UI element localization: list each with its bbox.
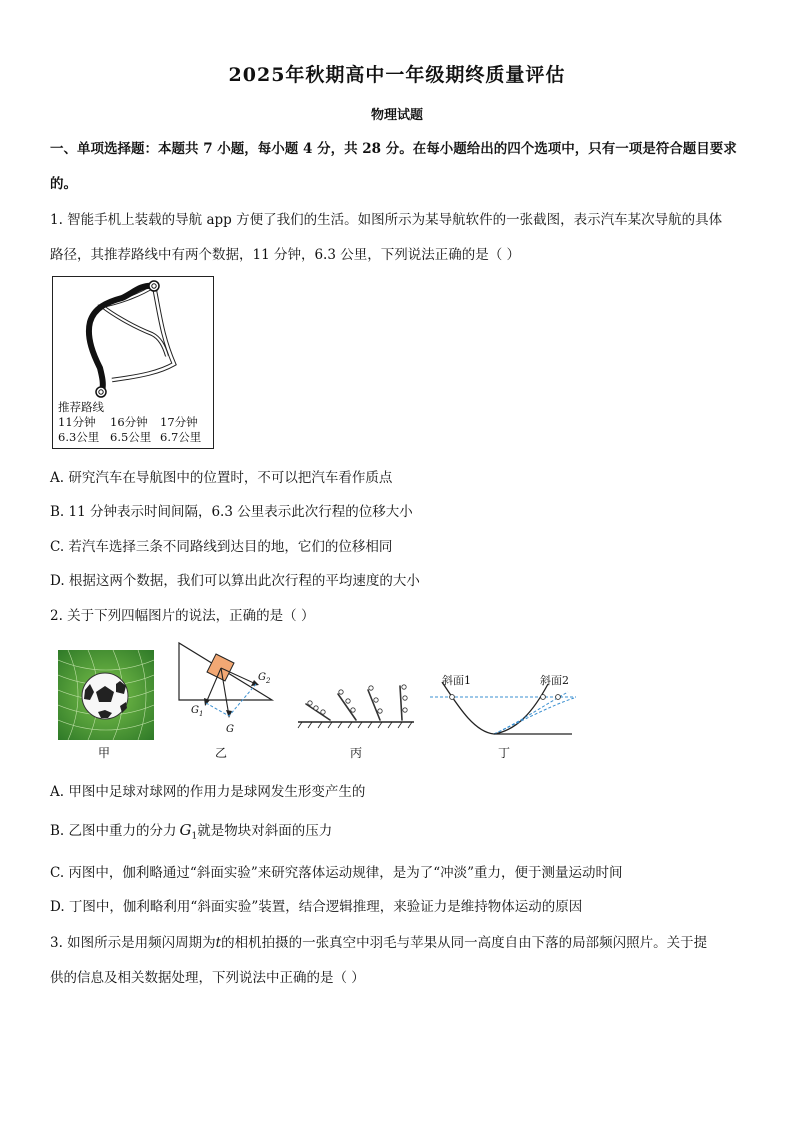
route-time-2: 16分钟 bbox=[110, 415, 148, 429]
q3-stem-pre: 3. 如图所示是用频闪周期为 bbox=[50, 935, 216, 951]
route-time-3: 17分钟 bbox=[160, 415, 198, 429]
figure-bing-inclines bbox=[296, 684, 416, 732]
page-subtitle: 物理试题 bbox=[370, 108, 423, 123]
q1-stem-line1: 1. 智能手机上装载的导航 app 方便了我们的生活。如图所示为某导航软件的一张截图，表示汽车某次导航的具体 bbox=[50, 212, 723, 228]
label-g2: $G_2$ bbox=[258, 672, 271, 685]
route-distance-1: 6.3公里 bbox=[58, 430, 100, 444]
q2-stem: 2. 关于下列四幅图片的说法，正确的是（ ） bbox=[50, 608, 315, 624]
caption-ding: 丁 bbox=[498, 746, 511, 760]
q1-option-b: B. 11 分钟表示时间间隔，6.3 公里表示此次行程的位移大小 bbox=[50, 504, 413, 520]
caption-bing: 丙 bbox=[350, 746, 363, 760]
label-slope-1: 斜面1 bbox=[442, 674, 471, 687]
label-g: G bbox=[226, 724, 234, 735]
q2-option-b bbox=[50, 819, 332, 842]
q2-option-b-pre: B. 乙图中重力的分力 bbox=[50, 823, 177, 839]
caption-yi: 乙 bbox=[215, 746, 228, 760]
q2-option-b-subscript: 1 bbox=[191, 831, 198, 842]
route-distance-2: 6.5公里 bbox=[110, 430, 152, 444]
section-heading-cont: 的。 bbox=[50, 176, 77, 192]
figure-yi-incline bbox=[176, 640, 276, 740]
q2-option-b-symbol: G bbox=[179, 821, 192, 839]
q1-navigation-figure bbox=[52, 276, 214, 449]
figure-ding-ramp bbox=[428, 670, 578, 740]
q1-option-a: A. 研究汽车在导航图中的位置时，不可以把汽车看作质点 bbox=[50, 470, 393, 486]
q3-stem-line1 bbox=[50, 931, 707, 951]
q2-option-c: C. 丙图中，伽利略通过“斜面实验”来研究落体运动规律，是为了“冲淡”重力，便于测量运动时间 bbox=[50, 865, 623, 881]
q3-stem-post: 的相机拍摄的一张真空中羽毛与苹果从同一高度自由下落的局部频闪照片。关于提 bbox=[221, 935, 708, 951]
q1-stem-line2: 路径，其推荐路线中有两个数据，11 分钟，6.3 公里，下列说法正确的是（ ） bbox=[50, 247, 521, 263]
q1-option-c: C. 若汽车选择三条不同路线到达目的地，它们的位移相同 bbox=[50, 539, 393, 555]
route-distance-3: 6.7公里 bbox=[160, 430, 202, 444]
route-time-1: 11分钟 bbox=[58, 415, 96, 429]
page-title: 2025年秋期高中一年级期终质量评估 bbox=[228, 64, 566, 86]
route-legend-title: 推荐路线 bbox=[58, 400, 104, 414]
q2-option-a: A. 甲图中足球对球网的作用力是球网发生形变产生的 bbox=[50, 784, 366, 800]
label-g1: $G_1$ bbox=[191, 705, 204, 718]
label-slope-2: 斜面2 bbox=[540, 674, 569, 687]
q3-stem-line2: 供的信息及相关数据处理，下列说法中正确的是（ ） bbox=[50, 970, 365, 986]
block-icon bbox=[207, 654, 234, 681]
q2-option-b-post: 就是物块对斜面的压力 bbox=[197, 823, 333, 839]
section-heading: 一、单项选择题：本题共 7 小题，每小题 4 分，共 28 分。在每小题给出的四个选项中，只有一项是符合题目要求 bbox=[50, 141, 737, 157]
figure-jia-soccer bbox=[58, 650, 154, 740]
q2-option-d: D. 丁图中，伽利略利用“斜面实验”装置，结合逻辑推理，来验证力是维持物体运动的原因 bbox=[50, 899, 583, 915]
q3-stem-var: t bbox=[215, 935, 222, 951]
q1-option-d: D. 根据这两个数据，我们可以算出此次行程的平均速度的大小 bbox=[50, 573, 420, 589]
caption-jia: 甲 bbox=[98, 746, 111, 760]
